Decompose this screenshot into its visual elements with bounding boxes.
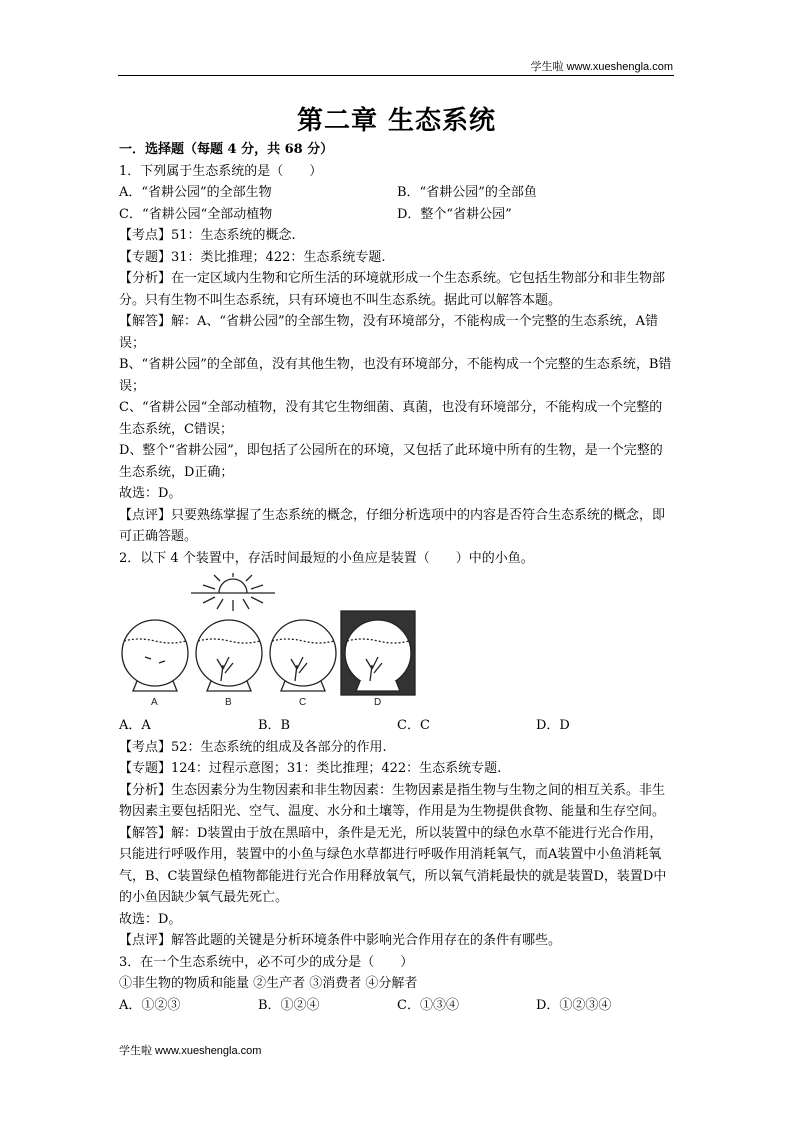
figure-label-c: C xyxy=(299,697,307,708)
q1-option-a: A．“省耕公园”的全部生物 xyxy=(119,185,272,200)
figure-label-d: D xyxy=(374,697,382,708)
q1-options-row1 xyxy=(119,182,675,204)
q1-dianping: 【点评】只要熟练掌握了生态系统的概念，仔细分析选项中的内容是否符合生态系统的概念，即可正确答题。 xyxy=(119,507,666,544)
figure-label-a: A xyxy=(151,697,158,708)
document-body xyxy=(119,139,675,1016)
q1-option-c: C．“省耕公园“全部动植物 xyxy=(119,206,273,222)
header-site: 学生啦 www.xueshengla.com xyxy=(530,61,673,73)
q1-option-d: D．整个“省耕公园” xyxy=(397,206,512,222)
q1-jieda-b: B、“省耕公园”的全部鱼，没有其他生物，也没有环境部分，不能构成一个完整的生态系统，B错误； xyxy=(119,357,672,394)
footer-site: 学生啦 www.xueshengla.com xyxy=(119,1045,262,1057)
q1-fenxi: 【分析】在一定区域内生物和它所生活的环境就形成一个生态系统。它包括生物部分和非生物部分。只有生物不叫生态系统，只有环境也不叫生态系统。据此可以解答本题。 xyxy=(119,271,666,308)
q1-answer: 故选：D。 xyxy=(119,486,182,501)
q2-answer: 故选：D。 xyxy=(119,911,182,927)
figure-label-b: B xyxy=(225,697,232,708)
q3-items: ①非生物的物质和能量 ②生产者 ③消费者 ④分解者 xyxy=(119,976,418,991)
q3-stem: 3．在一个生态系统中，必不可少的成分是（ ） xyxy=(119,954,414,970)
q2-zhuanti: 【专题】124：过程示意图；31：类比推理；422：生态系统专题. xyxy=(119,761,502,776)
q2-dianping: 【点评】解答此题的关键是分析环境条件中影响光合作用存在的条件有哪些。 xyxy=(119,933,562,948)
q2-options xyxy=(119,715,675,737)
q2-fenxi: 【分析】生态因素分为生物因素和非生物因素：生物因素是指生物与生物之间的相互关系。非生物因素主要包括阳光、空气、温度、水分和土壤等，作用是为生物提供食物、能量和生存空间。 xyxy=(119,782,666,819)
q2-option-a: A．A xyxy=(119,718,151,733)
q1-options-row2 xyxy=(119,204,675,226)
q3-option-d: D．①②③④ xyxy=(536,997,612,1013)
q2-option-d: D．D xyxy=(536,718,570,733)
q3-option-b: B．①②④ xyxy=(258,997,320,1013)
q1-kaodian: 【考点】51：生态系统的概念. xyxy=(119,228,296,243)
q2-stem: 2．以下 4 个装置中，存活时间最短的小鱼应是装置（ ）中的小鱼。 xyxy=(119,550,534,566)
q2-option-b: B．B xyxy=(258,718,291,733)
sun-icon xyxy=(191,573,275,611)
q1-option-b: B．“省耕公园”的全部鱼 xyxy=(397,185,537,200)
header-divider xyxy=(118,75,674,76)
jar-b xyxy=(196,620,262,691)
q3-option-a: A．①②③ xyxy=(119,997,181,1013)
page-title: 第二章 生态系统 xyxy=(296,106,497,136)
q2-option-c: C．C xyxy=(397,718,430,733)
jar-c xyxy=(270,620,336,691)
q1-jieda: 【解答】解：A、“省耕公园”的全部生物，没有环境部分，不能构成一个完整的生态系统，A错误； xyxy=(119,314,659,351)
q2-jieda: 【解答】解：D装置由于放在黑暗中，条件是无光，所以装置中的绿色水草不能进行光合作用，只能进行呼吸作用，装置中的小鱼与绿色水草都进行呼吸作用消耗氧气，而A装置中小鱼消耗氧气，B、C装置绿色植物都能进行光合作用释放氧气，所以氧气消耗最快的就是装置D，装置D中的小鱼因缺少氧气最先死亡。 xyxy=(119,825,667,905)
aquarium-figure xyxy=(119,573,439,709)
q3-option-c: C．①③④ xyxy=(397,997,459,1013)
q1-stem: 1．下列属于生态系统的是（ ） xyxy=(119,163,323,179)
q1-jieda-c: C、“省耕公园“全部动植物，没有其它生物细菌、真菌，也没有环境部分，不能构成一个完整的生态系统，C错误； xyxy=(119,400,663,437)
jar-d xyxy=(341,611,415,695)
jar-a xyxy=(122,620,188,691)
q2-kaodian: 【考点】52：生态系统的组成及各部分的作用. xyxy=(119,739,387,755)
q3-options xyxy=(119,995,675,1017)
section-heading: 一．选择题（每题 4 分，共 68 分） xyxy=(119,142,334,157)
q1-jieda-d: D、整个“省耕公园”，即包括了公园所在的环境，又包括了此环境中所有的生物，是一个完整的生态系统，D正确； xyxy=(119,443,663,480)
q1-zhuanti: 【专题】31：类比推理；422：生态系统专题. xyxy=(119,249,386,265)
